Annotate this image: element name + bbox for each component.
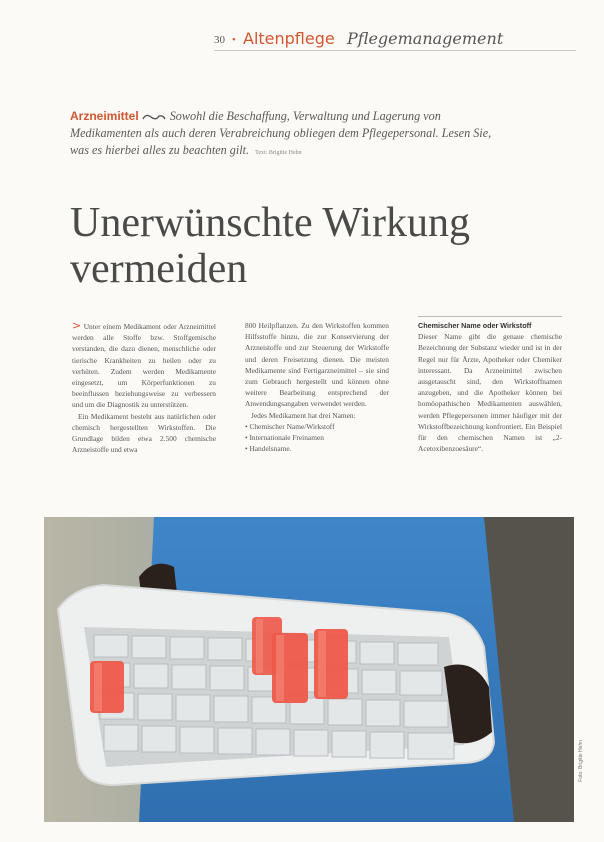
- column-2: [245, 320, 389, 454]
- column-3-rule: [418, 316, 562, 317]
- col2-paragraph-1: 800 Heilpflanzen. Zu den Wirkstoffen kommen Hilfsstoffe hinzu, die zur Konservierung der Arzneistoffe und zur Steuerung der Wirkstoffe und deren Freisetzung dienen. Die meisten Medikamente sind Fertigarzneimittel – sie sind zum Gebrauch hergestellt und können ohne weitere Bearbeitung entsprechend der Anwendungsangaben verwendet werden.: [245, 321, 389, 409]
- col2-paragraph-2: Jedes Medikament hat drei Namen:: [251, 410, 356, 420]
- article-title-line2: vermeiden: [70, 246, 248, 292]
- header-separator: •: [232, 34, 236, 46]
- intro: [70, 108, 510, 162]
- column-3: [418, 320, 562, 454]
- header-rule: [214, 50, 576, 51]
- article-photo: [44, 517, 574, 822]
- header-section: Pflegemanagement: [347, 29, 504, 48]
- list-item: • Handelsname.: [245, 443, 389, 454]
- article-title: [70, 200, 550, 292]
- swash-icon: [142, 113, 166, 121]
- col1-paragraph-1: [72, 320, 216, 411]
- col2-name-list: [245, 421, 389, 455]
- column-1: [72, 320, 216, 455]
- intro-text: Sowohl die Beschaffung, Verwaltung und Lagerung von Medikamenten als auch deren Verabreichung obliegen dem Pflegepersonal. Lesen Sie, was es hierbei alles zu beachten gilt.: [70, 109, 492, 157]
- intro-kicker: Arzneimittel: [70, 109, 139, 123]
- list-item: • Internationale Freinamen: [245, 432, 389, 443]
- article-title-line1: Unerwünschte Wirkung: [70, 200, 470, 246]
- list-item: • Chemischer Name/Wirkstoff: [245, 421, 389, 432]
- header-category: Altenpflege: [243, 29, 335, 48]
- col3-paragraph-1: Dieser Name gibt die genaue chemische Bezeichnung der Substanz wieder und ist in der Regel nur für Ärzte, Apotheker oder Chemiker interessant. Da Arzneimittel zwischen ausgetauscht sind, den Wirkstoffnamen anzugeben, und die Apotheker können bei homöopathischen Medikamenten auswählen, werden Pflegepersonen immer häufiger mit der Wirkstoffbezeichnung konfrontiert. Ein Beispiel für den chemischen Namen ist „2-Acetoxibenzoesäure“.: [418, 332, 562, 454]
- photo-credit: Foto: Brigitte Hehn: [578, 740, 584, 782]
- intro-author: Text: Brigitte Hehn: [255, 150, 302, 156]
- arrow-icon: >: [72, 319, 82, 332]
- col1-text-1: Unter einem Medikament oder Arzneimittel werden alle Stoffe bzw. Stoffgemische verstanden, die dazu dienen, menschliche oder tierische Krankheiten zu heilen oder zu verhüten. Zudem werden Medikamente eingesetzt, um Körperfunktionen zu beeinflussen beziehungsweise zu verbessern und um die Diagnostik zu unterstützen.: [72, 322, 216, 410]
- col1-paragraph-2: Ein Medikament besteht aus natürlichen oder chemisch hergestellten Wirkstoffen. Die Grundlage bilden etwa 2.500 chemische Arzneistoffe und etwa: [72, 411, 216, 455]
- photo-medication-tray: [44, 517, 574, 822]
- page-number: 30: [214, 34, 225, 46]
- col3-subhead: Chemischer Name oder Wirkstoff: [418, 321, 532, 330]
